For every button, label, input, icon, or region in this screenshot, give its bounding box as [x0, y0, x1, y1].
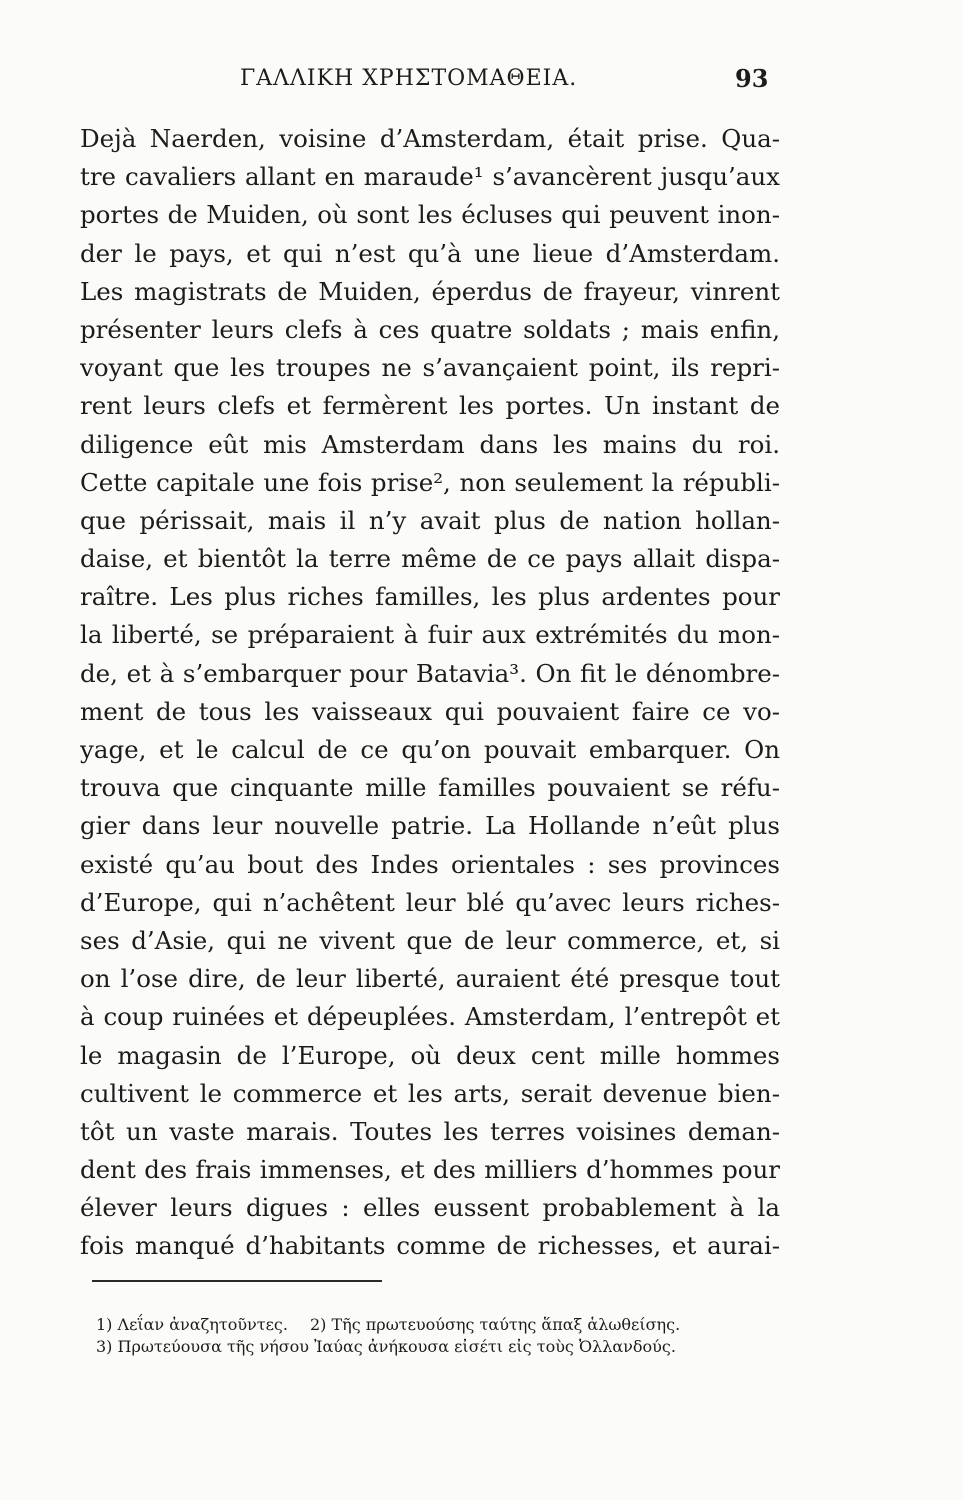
footnotes [96, 1314, 776, 1358]
text-line: ses d’Asie, qui ne vivent que de leur commerce, et, si [80, 925, 780, 955]
text-line: tôt un vaste marais. Toutes les terres voisines deman- [80, 1116, 780, 1146]
text-line: présenter leurs clefs à ces quatre soldats ; mais enfin, [80, 314, 780, 344]
text-line: Dejà Naerden, voisine d’Amsterdam, était prise. Qua- [80, 124, 780, 153]
text-line: fois manqué d’habitants comme de richesses, et aurai- [80, 1231, 780, 1261]
text-line: diligence eût mis Amsterdam dans les mains du roi. [80, 429, 780, 459]
text-line: voyant que les troupes ne s’avançaient point, ils repri- [80, 353, 780, 383]
running-head-title: ΓΑΛΛΙΚΗ ΧΡΗΣΤΟΜΑΘΕΙΑ. [240, 66, 578, 91]
text-line: raître. Les plus riches familles, les plus ardentes pour [80, 582, 780, 612]
text-line: gier dans leur nouvelle patrie. La Hollande n’eût plus [80, 811, 780, 841]
text-line: cultivent le commerce et les arts, serait devenue bien- [80, 1078, 780, 1108]
footnote-row [96, 1336, 776, 1358]
text-line: der le pays, et qui n’est qu’à une lieue d’Amsterdam. [80, 238, 780, 268]
text-line: trouva que cinquante mille familles pouvaient se réfu- [80, 773, 780, 803]
footnote-1: 1) Λεΐαν ἀναζητοῦντες. [96, 1315, 288, 1334]
text-line: à coup ruinées et dépeuplées. Amsterdam, l’entrepôt et [80, 1002, 780, 1032]
text-line: Cette capitale une fois prise², non seulement la républi- [80, 467, 780, 497]
text-line: la liberté, se préparaient à fuir aux extrémités du mon- [80, 620, 780, 650]
text-line: que périssait, mais il n’y avait plus de nation hollan- [80, 505, 780, 535]
text-line: tre cavaliers allant en maraude¹ s’avancèrent jusqu’aux [80, 162, 780, 192]
text-line: de, et à s’embarquer pour Batavia³. On fit le dénombre- [80, 658, 780, 688]
footnote-3: 3) Πρωτεύουσα τῆς νήσου Ἰαύας ἀνήκουσα εἰσέτι εἰς τοὺς Ὀλλανδούς. [96, 1337, 676, 1356]
text-line: dent des frais immenses, et des milliers d’hommes pour [80, 1155, 780, 1185]
text-line: on l’ose dire, de leur liberté, auraient été presque tout [80, 964, 780, 994]
text-line: Les magistrats de Muiden, éperdus de frayeur, vinrent [80, 276, 780, 306]
text-line: existé qu’au bout des Indes orientales : ses provinces [80, 849, 780, 879]
text-line: le magasin de l’Europe, où deux cent mille hommes [80, 1040, 780, 1070]
page-number: 93 [735, 64, 769, 93]
text-line: ment de tous les vaisseaux qui pouvaient faire ce vo- [80, 696, 780, 726]
footnote-divider [92, 1280, 382, 1282]
text-line: portes de Muiden, où sont les écluses qui peuvent inon- [80, 200, 780, 230]
text-line: daise, et bientôt la terre même de ce pays allait dispa- [80, 544, 780, 574]
text-line: d’Europe, qui n’achêtent leur blé qu’avec leurs riches- [80, 887, 780, 917]
footnote-2: 2) Τῆς πρωτευούσης ταύτης ἅπαξ ἁλωθείσης. [309, 1315, 681, 1334]
text-line: élever leurs digues : elles eussent probablement à la [80, 1193, 780, 1223]
footnote-row [96, 1314, 776, 1336]
text-line: yage, et le calcul de ce qu’on pouvait embarquer. On [80, 735, 780, 764]
text-line: rent leurs clefs et fermèrent les portes. Un instant de [80, 391, 780, 421]
body-text [80, 120, 780, 1266]
